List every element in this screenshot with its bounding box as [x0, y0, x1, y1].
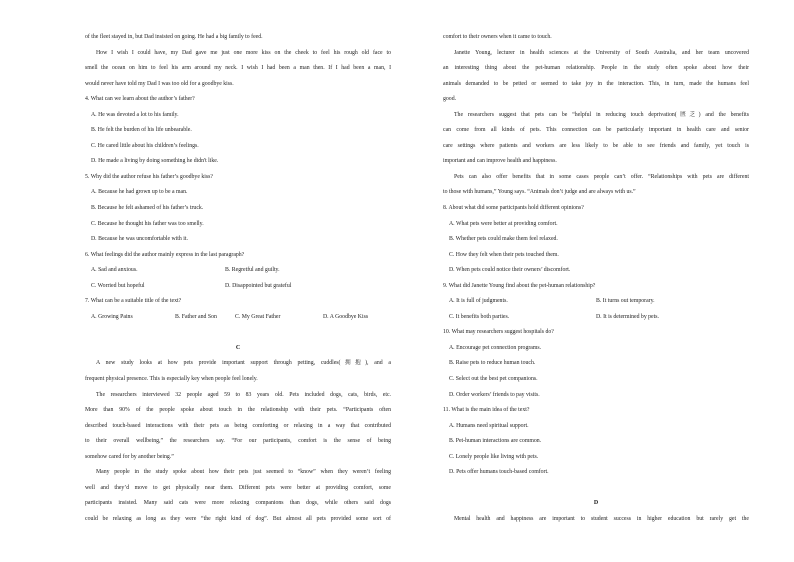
right-column [443, 30, 749, 528]
paragraph-line: important and can improve health and happiness. [443, 158, 557, 165]
passage-c-continued [443, 30, 749, 201]
question-8-stem: 8. About what did some participants hold different opinions? [443, 205, 584, 212]
question-8-option-a: A. What pets were better at providing comfort. [449, 220, 558, 227]
question-5-option-c: C. Because he thought his father was too smelly. [91, 220, 204, 227]
question-5-option-a: A. Because he had grown up to be a man. [91, 189, 188, 196]
question-10-option-d: D. Order workers’ friends to pay visits. [449, 391, 540, 398]
question-10-option-b: B. Raise pets to reduce human touch. [449, 360, 536, 367]
left-column [85, 30, 391, 528]
question-7-option-c: C. My Great Father [235, 313, 281, 320]
question-10-option-a: A. Encourage pet connection programs. [449, 344, 542, 351]
question-9-options-row-1 [443, 294, 749, 310]
paragraph-line: How I wish I could have, my Dad gave me just one more kiss on the cheek to feel his rough old face to [96, 49, 391, 56]
question-9-option-a: A. It is full of judgments. [449, 298, 508, 305]
question-6-option-b: B. Regretful and guilty. [225, 267, 280, 274]
paragraph-line: described touch-based interactions with their pets as being comforting or relaxing in a way that contributed [85, 422, 391, 429]
paragraph-line: A new study looks at how pets provide important support through petting, cuddles(拥抱), and a [96, 360, 391, 367]
question-8-option-b: B. Whether pets could make them feel relaxed. [449, 236, 558, 243]
question-7-option-d: D. A Goodbye Kiss [323, 313, 369, 320]
paragraph-line: care settings where patients and workers are less likely to be able to see friends and family, yet touch is [443, 142, 749, 149]
question-9-option-d: D. It is determined by pets. [596, 313, 659, 320]
question-8-option-c: C. How they felt when their pets touched them. [449, 251, 559, 258]
paragraph-line: Many people in the study spoke about how their pets just seemed to “know” when they weren’t feeling [96, 469, 391, 476]
question-9-option-b: B. It turns out temporary. [596, 298, 655, 305]
question-5-stem: 5. Why did the author refuse his father’s goodbye kiss? [85, 173, 213, 180]
paragraph-line: smell the ocean on him to feel his arm around my neck. I wish I had been a man then. If I had been a man, I [85, 65, 391, 72]
question-11-option-b: B. Pet-human interactions are common. [449, 438, 542, 445]
paragraph-line: well and they’d move to get physically near them. Different pets were better at providing comfort, some [85, 484, 391, 491]
paragraph-line: The researchers interviewed 32 people aged 59 to 83 years old. Pets included dogs, cats, birds, etc. [96, 391, 391, 398]
paragraph-line: animals demanded to be petted or seemed to take joy in the interaction. This, in turn, made the humans feel [443, 80, 749, 87]
paragraph-line: can come from all kinds of pets. This connection can be particularly important in health care and senior [443, 127, 749, 134]
question-7-option-a: A. Growing Pains [91, 313, 133, 320]
question-11-option-a: A. Humans need spiritual support. [449, 422, 529, 429]
paragraph-line: somehow cared for by another being.” [85, 453, 174, 460]
paragraph-line: an interesting thing about the pet-human relationship. People in the study often spoke about how their [443, 65, 749, 72]
paragraph-line: comfort to their owners when it came to touch. [443, 34, 552, 40]
paragraph-line: to those with humans,” Young says. “Animals don’t judge and are always with us.” [443, 189, 636, 196]
question-11-option-d: D. Pets offer humans touch-based comfort. [449, 469, 549, 476]
paragraph-line: of the fleet stayed in, but Dad insisted on going. He had a big family to feed. [85, 34, 263, 40]
question-11-option-c: C. Lonely people like living with pets. [449, 453, 539, 460]
paragraph-line: The researchers suggest that pets can be “helpful in reducing touch deprivation(匮乏) and the benefits [454, 111, 749, 118]
question-9-options-row-2 [443, 310, 749, 326]
question-5-option-d: D. Because he was uncomfortable with it. [91, 236, 188, 243]
question-4-option-b: B. He felt the burden of his life unbearable. [91, 127, 192, 134]
question-10-stem: 10. What may researchers suggest hospitals do? [443, 329, 554, 336]
question-6-options-row-2 [85, 279, 391, 295]
paragraph-line: frequent physical presence. This is especially key when people feel lonely. [85, 376, 258, 383]
question-7-stem: 7. What can be a suitable title of the text? [85, 298, 182, 305]
section-heading-c: C [235, 344, 241, 351]
question-9-option-c: C. It benefits both parties. [449, 313, 510, 320]
question-6-stem: 6. What feelings did the author mainly express in the last paragraph? [85, 251, 245, 258]
question-6-option-c: C. Worried but hopeful [91, 282, 145, 289]
question-6-options-row-1 [85, 263, 391, 279]
question-6-option-a: A. Sad and anxious. [91, 267, 138, 274]
question-7-option-b: B. Father and Son [175, 313, 217, 320]
question-4-option-a: A. He was devoted a lot to his family. [91, 111, 179, 118]
paragraph-line: participants insisted. Many said cats were more relaxing companions than dogs, while others said dogs [85, 500, 391, 507]
question-11-stem: 11. What is the main idea of the text? [443, 407, 530, 414]
question-4-stem: 4. What can we learn about the author’s father? [85, 96, 195, 103]
question-7-options-row [85, 310, 391, 326]
paragraph-line: would never have told my Dad I was too old for a goodbye kiss. [85, 80, 234, 87]
paragraph-line: could be relaxing as long as they were “the right kind of dog”. But almost all pets provided some sort of [85, 515, 391, 522]
question-5-option-b: B. Because he felt ashamed of his father’s truck. [91, 205, 204, 212]
paragraph-line: More than 90% of the people spoke about touch in the relationship with their pets. “Participants often [85, 407, 391, 414]
paragraph-line: good. [443, 96, 457, 103]
section-heading-d: D [593, 500, 599, 507]
question-6-option-d: D. Disappointed but grateful [225, 282, 292, 289]
question-8-option-d: D. When pets could notice their owners’ discomfort. [449, 267, 571, 274]
question-10-option-c: C. Select out the best pet companions. [449, 376, 538, 383]
paragraph-line: to their overall wellbeing,” the researchers say. “For our participants, comfort is the sense of being [85, 438, 391, 445]
passage-c [85, 356, 391, 527]
paragraph-line: Pets can also offer benefits that in some cases people can’t offer. “Relationships with pets are different [454, 173, 749, 180]
paragraph-line: Mental health and happiness are important to student success in higher education but rarely get the [454, 515, 749, 522]
question-4-option-c: C. He cared little about his children’s feelings. [91, 142, 199, 149]
question-9-stem: 9. What did Janette Young find about the pet-human relationship? [443, 282, 596, 289]
paragraph-line: Janette Young, lecturer in health sciences at the University of South Australia, and her team uncovered [454, 49, 749, 56]
question-4-option-d: D. He made a living by doing something he didn't like. [91, 158, 219, 165]
